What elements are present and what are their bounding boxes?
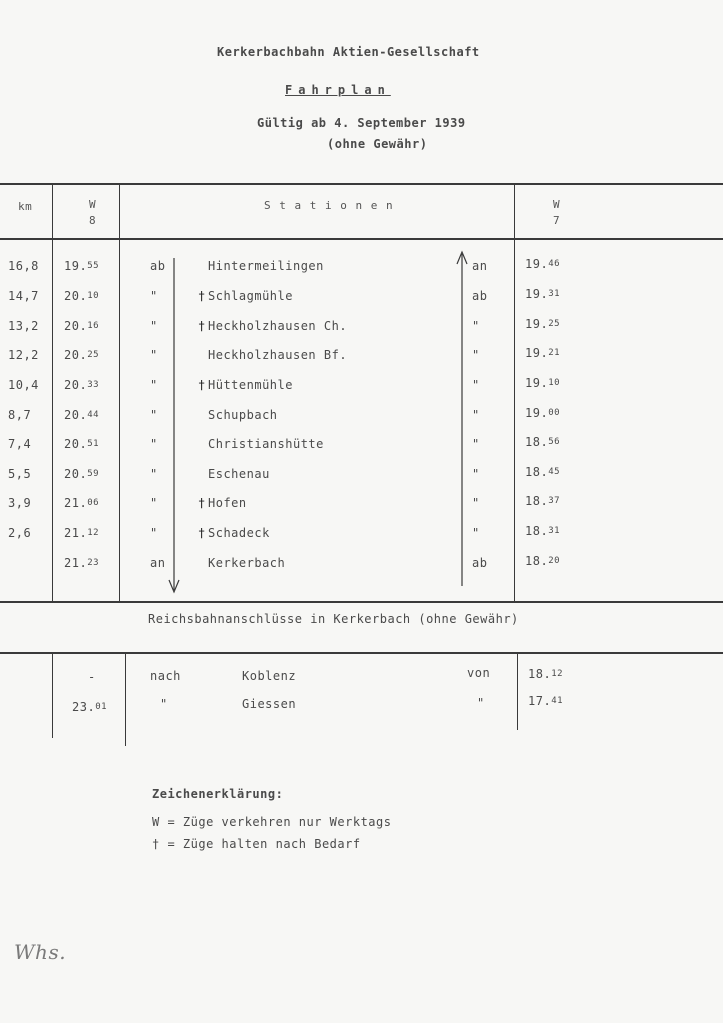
- row-arr-mark: an: [472, 259, 488, 273]
- header-disclaimer: (ohne Gewähr): [327, 137, 428, 151]
- connection-row-giessen-right-time: 17.41: [528, 694, 564, 708]
- connections-right-divider: [517, 654, 518, 730]
- row-km: 8,7: [8, 408, 32, 422]
- row-dep-mark: ": [150, 496, 158, 510]
- row-station: † Hofen: [198, 496, 247, 510]
- row-train-7-time: 18.56: [525, 435, 561, 449]
- row-train-8-time: 20.59: [64, 467, 100, 481]
- row-dep-mark: ": [150, 378, 158, 392]
- row-station: Schupbach: [208, 408, 278, 422]
- row-arr-mark: ab: [472, 289, 488, 303]
- row-dep-mark: ": [150, 289, 158, 303]
- row-train-8-time: 21.06: [64, 496, 100, 510]
- legend-title: Zeichenerklärung:: [152, 787, 284, 801]
- row-station: † Heckholzhausen Ch.: [198, 319, 348, 333]
- row-arr-mark: ": [472, 526, 480, 540]
- request-stop-dagger-icon: †: [198, 496, 206, 510]
- row-station: † Hüttenmühle: [198, 378, 293, 392]
- header-stations: S t a t i o n e n: [264, 199, 394, 212]
- row-arr-mark: ": [472, 378, 480, 392]
- row-train-7-time: 19.25: [525, 317, 561, 331]
- stations-column-divider: [514, 183, 515, 602]
- row-train-7-time: 19.21: [525, 346, 561, 360]
- row-train-8-time: 19.55: [64, 259, 100, 273]
- row-dep-mark: ": [150, 437, 158, 451]
- request-stop-dagger-icon: †: [198, 378, 206, 392]
- header-train-7-number: 7: [553, 214, 561, 227]
- connection-row-koblenz-dir-right: von: [467, 666, 491, 680]
- connection-row-giessen-left-time: 23.01: [72, 700, 108, 714]
- row-arr-mark: ": [472, 408, 480, 422]
- row-station: Hintermeilingen: [208, 259, 324, 273]
- row-km: 12,2: [8, 348, 39, 362]
- row-dep-mark: ab: [150, 259, 166, 273]
- connections-top-rule: [0, 652, 723, 654]
- row-km: 5,5: [8, 467, 32, 481]
- row-arr-mark: ": [472, 437, 480, 451]
- row-arr-mark: ": [472, 496, 480, 510]
- request-stop-dagger-icon: †: [198, 289, 206, 303]
- validity-date: Gültig ab 4. September 1939: [257, 116, 466, 130]
- table-top-rule: [0, 183, 723, 185]
- header-train-8-w: W: [89, 198, 97, 211]
- row-arr-mark: ": [472, 467, 480, 481]
- row-arr-mark: ": [472, 348, 480, 362]
- row-train-8-time: 20.10: [64, 289, 100, 303]
- row-dep-mark: ": [150, 467, 158, 481]
- connection-row-koblenz-right-time: 18.12: [528, 667, 564, 681]
- header-train-8-number: 8: [89, 214, 97, 227]
- row-train-8-time: 21.23: [64, 556, 100, 570]
- header-km: km: [18, 200, 33, 213]
- row-station: Heckholzhausen Bf.: [208, 348, 348, 362]
- row-dep-mark: ": [150, 348, 158, 362]
- row-arr-mark: ab: [472, 556, 488, 570]
- row-station: Eschenau: [208, 467, 270, 481]
- row-train-8-time: 20.25: [64, 348, 100, 362]
- document-title: Fahrplan: [285, 83, 391, 97]
- row-km: 16,8: [8, 259, 39, 273]
- legend-item-weekdays: W = Züge verkehren nur Werktags: [152, 815, 392, 829]
- row-km: 13,2: [8, 319, 39, 333]
- connection-row-koblenz-dir-left: nach: [150, 669, 181, 683]
- row-arr-mark: ": [472, 319, 480, 333]
- connections-mid-divider: [125, 654, 126, 746]
- row-km: 7,4: [8, 437, 32, 451]
- row-train-8-time: 20.16: [64, 319, 100, 333]
- connection-row-koblenz-left-time: -: [88, 670, 96, 684]
- request-stop-dagger-icon: †: [198, 319, 206, 333]
- w8-column-divider: [119, 183, 120, 602]
- arrow-up-icon: [456, 250, 468, 588]
- request-stop-dagger-icon: †: [198, 526, 206, 540]
- connections-left-divider: [52, 654, 53, 738]
- row-km: 2,6: [8, 526, 32, 540]
- company-name: Kerkerbachbahn Aktien-Gesellschaft: [217, 45, 480, 59]
- row-train-8-time: 20.44: [64, 408, 100, 422]
- row-train-7-time: 18.45: [525, 465, 561, 479]
- row-dep-mark: ": [150, 526, 158, 540]
- connection-row-koblenz-station: Koblenz: [242, 669, 297, 683]
- row-train-7-time: 18.37: [525, 494, 561, 508]
- row-km: 3,9: [8, 496, 32, 510]
- header-train-7-w: W: [553, 198, 561, 211]
- row-train-8-time: 20.33: [64, 378, 100, 392]
- row-km: 14,7: [8, 289, 39, 303]
- row-train-7-time: 19.31: [525, 287, 561, 301]
- row-station: † Schlagmühle: [198, 289, 293, 303]
- km-column-divider: [52, 183, 53, 602]
- header-bottom-rule: [0, 238, 723, 240]
- connection-row-giessen-dir-right: ": [477, 696, 485, 710]
- row-train-8-time: 21.12: [64, 526, 100, 540]
- row-dep-mark: ": [150, 408, 158, 422]
- connection-row-giessen-dir-left: ": [160, 697, 168, 711]
- row-station: Christianshütte: [208, 437, 324, 451]
- connection-row-giessen-station: Giessen: [242, 697, 297, 711]
- row-train-7-time: 19.00: [525, 406, 561, 420]
- arrow-down-icon: [168, 256, 180, 596]
- row-train-7-time: 18.20: [525, 554, 561, 568]
- row-train-8-time: 20.51: [64, 437, 100, 451]
- row-dep-mark: ": [150, 319, 158, 333]
- row-dep-mark: an: [150, 556, 166, 570]
- row-train-7-time: 19.10: [525, 376, 561, 390]
- row-station: Kerkerbach: [208, 556, 286, 570]
- row-km: 10,4: [8, 378, 39, 392]
- row-train-7-time: 19.46: [525, 257, 561, 271]
- row-station: † Schadeck: [198, 526, 270, 540]
- legend-item-request-stop: † = Züge halten nach Bedarf: [152, 837, 361, 851]
- signature: Whs.: [14, 940, 67, 964]
- table-bottom-rule: [0, 601, 723, 603]
- row-train-7-time: 18.31: [525, 524, 561, 538]
- connections-title: Reichsbahnanschlüsse in Kerkerbach (ohne Gewähr): [148, 612, 519, 626]
